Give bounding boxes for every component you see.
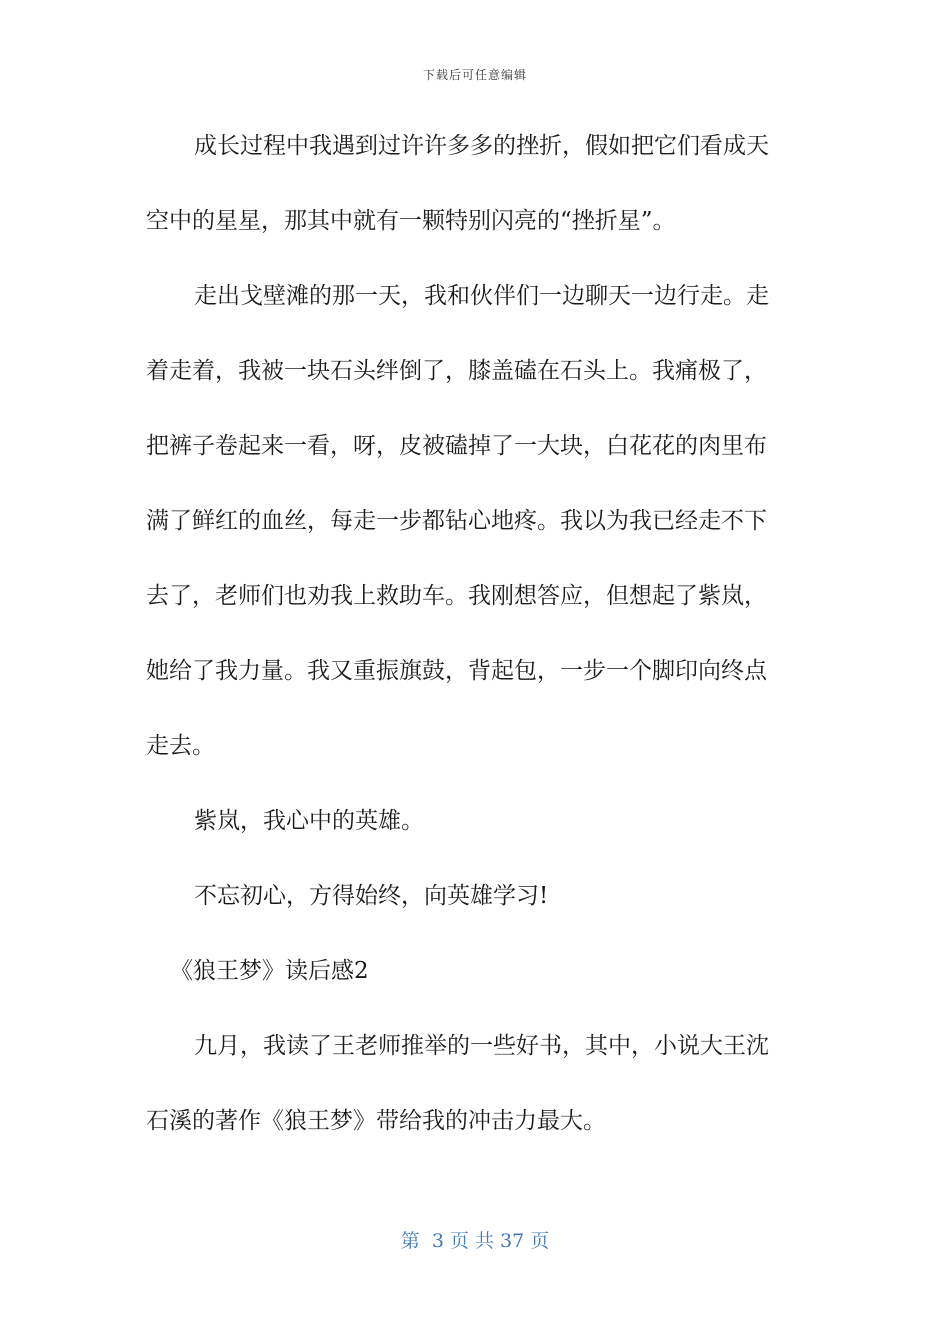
text-line: 满了鲜红的血丝，每走一步都钻心地疼。我以为我已经走不下 — [146, 508, 767, 534]
text-line: 紫岚，我心中的英雄。 — [194, 808, 424, 834]
page-number-footer: 第 3 页 共 37 页 — [400, 1230, 550, 1252]
text-line: 去了，老师们也劝我上救助车。我刚想答应，但想起了紫岚， — [146, 583, 767, 609]
text-line: 走去。 — [146, 733, 215, 759]
text-line: 她给了我力量。我又重振旗鼓，背起包，一步一个脚印向终点 — [146, 658, 767, 684]
text-line: 着走着，我被一块石头绊倒了，膝盖磕在石头上。我痛极了， — [146, 358, 767, 384]
text-line: 空中的星星，那其中就有一颗特别闪亮的“挫折星”。 — [146, 208, 676, 234]
text-line: 九月，我读了王老师推举的一些好书，其中，小说大王沈 — [194, 1033, 769, 1059]
text-line: 成长过程中我遇到过许许多多的挫折，假如把它们看成天 — [194, 133, 769, 159]
text-line: 不忘初心，方得始终，向英雄学习! — [194, 883, 549, 909]
page-header: 下载后可任意编辑 — [422, 68, 527, 82]
section-heading: 《狼王梦》读后感2 — [170, 958, 369, 984]
text-line: 把裤子卷起来一看，呀，皮被磕掉了一大块，白花花的肉里布 — [146, 433, 767, 459]
text-line: 走出戈壁滩的那一天，我和伙伴们一边聊天一边行走。走 — [194, 283, 769, 309]
text-line: 石溪的著作《狼王梦》带给我的冲击力最大。 — [146, 1108, 606, 1134]
